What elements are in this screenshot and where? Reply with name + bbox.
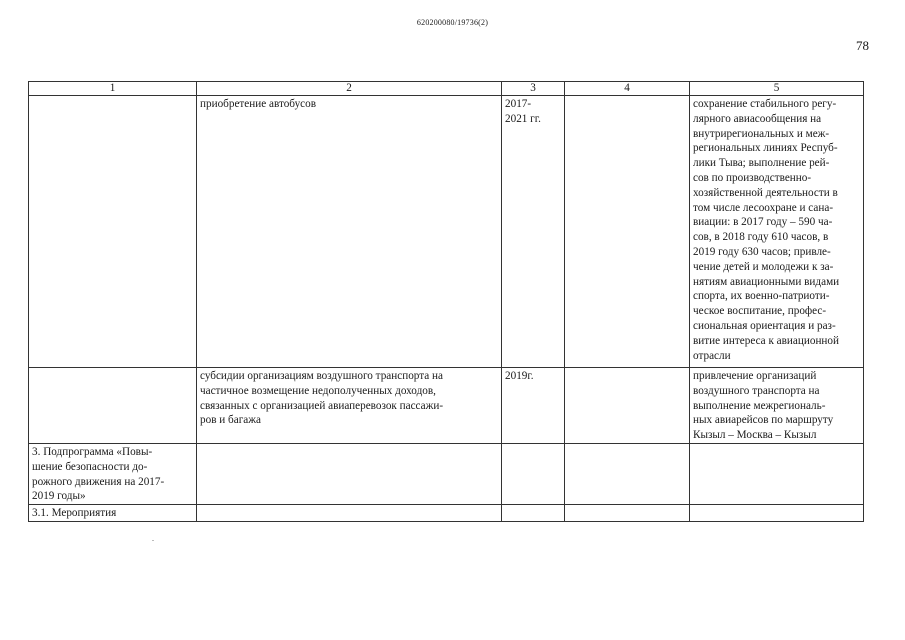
table-header-row	[29, 82, 864, 96]
scan-speck	[152, 540, 154, 541]
cell-period: 2019г.	[502, 368, 565, 444]
cell-measure: приобретение автобусов	[197, 96, 502, 368]
cell-section	[29, 96, 197, 368]
program-table	[28, 81, 864, 522]
column-header-1: 1	[29, 82, 197, 96]
cell-result: сохранение стабильного регу- лярного авиасообщения на внутрирегиональных и меж- региональных линиях Респуб- лики Тыва; выполнение рей- сов по производственно- хозяйственной деятельности в том числе лесоохране и сана- виации: в 2017 году – 590 ча- сов, в 2018 году 610 часов, в 2019 году 630 часов; привле- чение детей и молодежи к за- нятиям авиационными видами спорта, их военно-патриоти- ческое воспитание, профес- сиональная ориентация и раз- витие интереса к авиационной отрасли	[690, 96, 864, 368]
cell-result: привлечение организаций воздушного транспорта на выполнение межрегиональ- ных авиарейсов по маршруту Кызыл – Москва – Кызыл	[690, 368, 864, 444]
table-row	[29, 96, 864, 368]
cell-result	[690, 443, 864, 504]
cell-period	[502, 505, 565, 522]
cell-executor	[565, 96, 690, 368]
cell-measure	[197, 505, 502, 522]
column-header-5: 5	[690, 82, 864, 96]
cell-section	[29, 368, 197, 444]
cell-measure: субсидии организациям воздушного транспорта на частичное возмещение недополученных доходов, связанных с организацией авиаперевозок пассажи- ров и багажа	[197, 368, 502, 444]
page-number: 78	[856, 38, 869, 53]
table-row	[29, 368, 864, 444]
cell-period	[502, 443, 565, 504]
table-row	[29, 505, 864, 522]
cell-measure	[197, 443, 502, 504]
table-row	[29, 443, 864, 504]
column-header-4: 4	[565, 82, 690, 96]
column-header-2: 2	[197, 82, 502, 96]
cell-section: 3. Подпрограмма «Повы- шение безопасности до- рожного движения на 2017- 2019 годы»	[29, 443, 197, 504]
cell-section: 3.1. Мероприятия	[29, 505, 197, 522]
document-id: 620200080/19736(2)	[416, 18, 489, 27]
cell-executor	[565, 368, 690, 444]
cell-period: 2017- 2021 гг.	[502, 96, 565, 368]
column-header-3: 3	[502, 82, 565, 96]
cell-executor	[565, 505, 690, 522]
cell-result	[690, 505, 864, 522]
cell-executor	[565, 443, 690, 504]
